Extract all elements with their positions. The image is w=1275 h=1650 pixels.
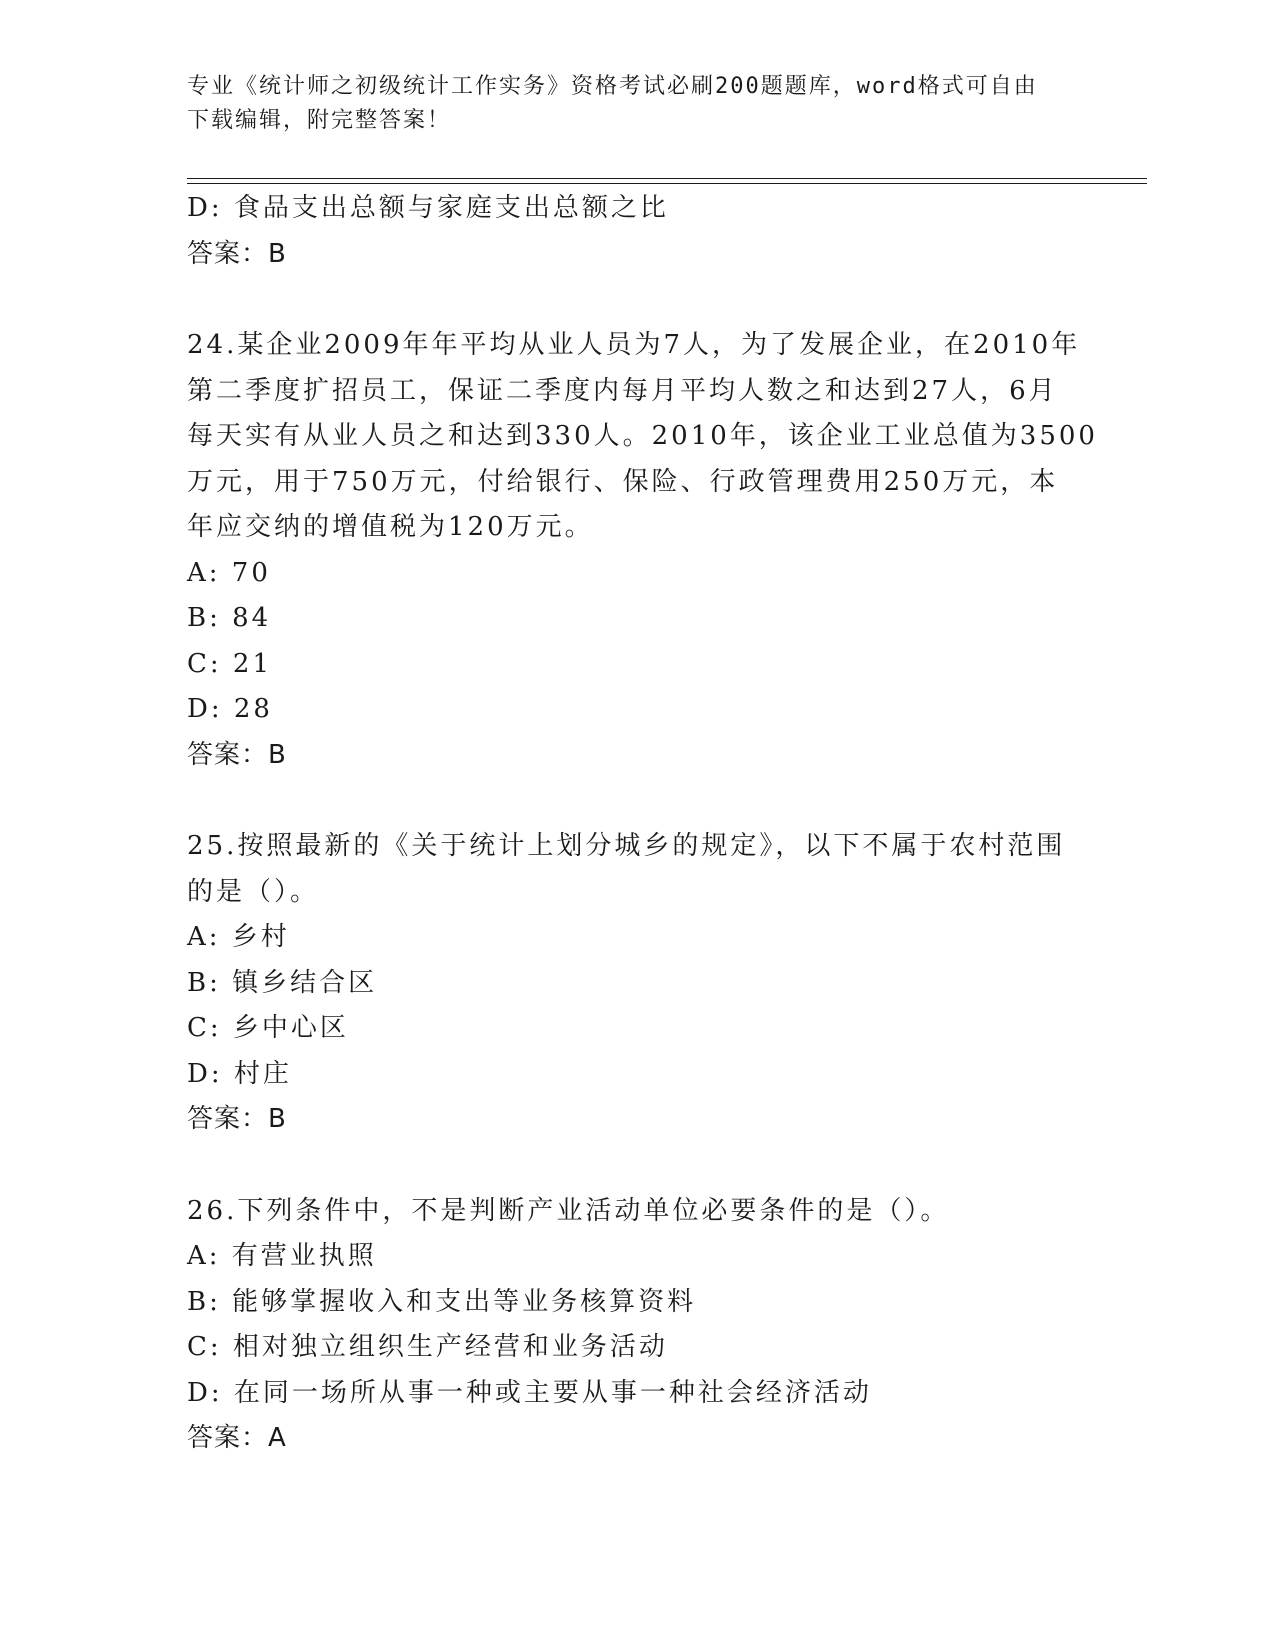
question-stem-line: 的是（）。 <box>187 876 320 907</box>
answer-line: 答案：B <box>187 739 287 770</box>
option-d: D: 28 <box>187 694 273 724</box>
answer-line: 答案：B <box>187 1104 287 1134</box>
answer-line: 答案：B <box>187 238 287 269</box>
answer-line: 答案：A <box>187 1423 287 1453</box>
question-stem-line: 25.按照最新的《关于统计上划分城乡的规定》，以下不属于农村范围 <box>187 831 1066 861</box>
option-d: D: 村庄 <box>187 1058 292 1089</box>
option-b: B: 84 <box>187 603 272 633</box>
question-stem-line: 26.下列条件中，不是判断产业活动单位必要条件的是（）。 <box>187 1195 950 1226</box>
option-b: B: 镇乡结合区 <box>187 967 378 998</box>
previous-question-tail <box>187 186 1087 277</box>
question-stem-line: 万元，用于750万元，付给银行、保险、行政管理费用250万元，本 <box>187 466 1059 497</box>
header-line-1: 专业《统计师之初级统计工作实务》资格考试必刷200题题库，word格式可自由 <box>187 74 1038 99</box>
document-body <box>187 186 1098 1462</box>
question-26 <box>187 1189 1087 1462</box>
option-b: B: 能够掌握收入和支出等业务核算资料 <box>187 1286 697 1317</box>
option-c: C: 21 <box>187 648 273 679</box>
option-a: A: 70 <box>187 557 271 588</box>
question-stem-line: 24.某企业2009年年平均从业人员为7人，为了发展企业，在2010年 <box>187 330 1081 360</box>
question-25 <box>187 824 1087 1143</box>
question-stem-line: 年应交纳的增值税为120万元。 <box>187 512 594 542</box>
header-line-2: 下载编辑，附完整答案！ <box>187 108 452 133</box>
question-stem-line: 每天实有从业人员之和达到330人。2010年，该企业工业总值为3500 <box>187 421 1098 451</box>
option-a: A: 乡村 <box>187 922 290 952</box>
option-d: D: 食品支出总额与家庭支出总额之比 <box>187 193 669 223</box>
header-rule-top <box>187 178 1147 179</box>
option-d: D: 在同一场所从事一种或主要从事一种社会经济活动 <box>187 1377 872 1408</box>
option-a: A: 有营业执照 <box>187 1241 377 1271</box>
option-c: C: 相对独立组织生产经营和业务活动 <box>187 1332 668 1362</box>
option-c: C: 乡中心区 <box>187 1013 349 1043</box>
question-stem-line: 第二季度扩招员工，保证二季度内每月平均人数之和达到27人，6月 <box>187 375 1058 406</box>
page-header <box>187 70 1067 138</box>
header-rule-bottom <box>187 183 1147 184</box>
question-24 <box>187 323 1098 778</box>
